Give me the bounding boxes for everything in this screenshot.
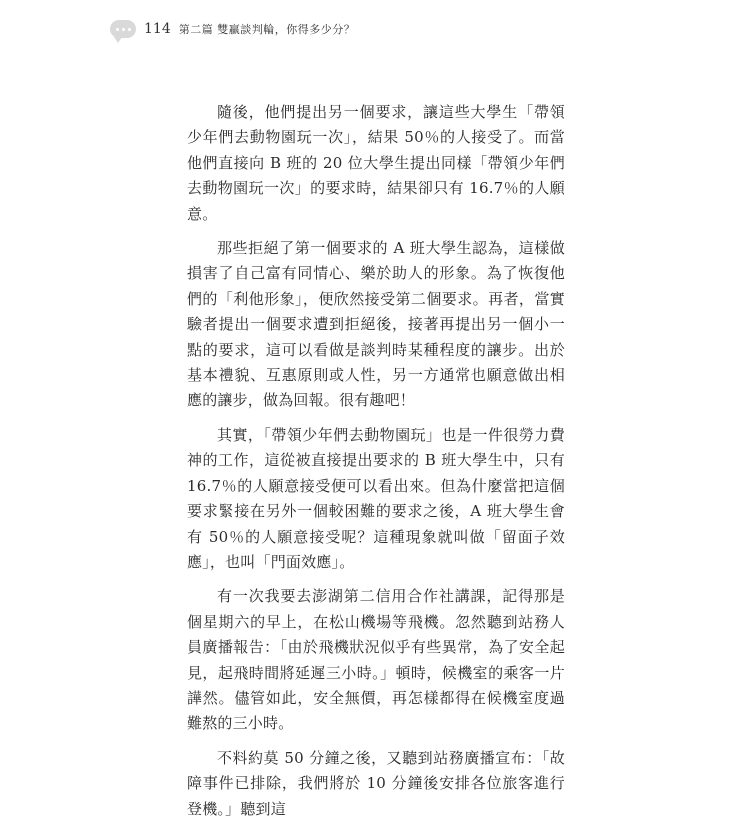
- bubble-dot: [116, 28, 119, 31]
- paragraph: 那些拒絕了第一個要求的 A 班大學生認為，這樣做損害了自己富有同情心、樂於助人的形象。為了恢復他們的「利他形象」，便欣然接受第二個要求。再者，當實驗者提出一個要求遭到拒絕後，接著再提出另一個小一點的要求，這可以看做是談判時某種程度的讓步。出於基本禮貌、互惠原則或人性，另一方通常也願意做出相應的讓步，做為回報。很有趣吧！: [187, 239, 565, 410]
- speech-bubble-icon: [110, 20, 136, 38]
- page-number: 114: [144, 21, 171, 37]
- running-header: [110, 18, 355, 40]
- chapter-title: 第二篇 雙贏談判輪，你得多少分？: [178, 23, 356, 36]
- paragraph: 其實，「帶領少年們去動物園玩」也是一件很勞力費神的工作，這從被直接提出要求的 B 班大學生中，只有 16.7％的人願意接受便可以看出來。但為什麼當把這個要求緊接在另外一個較困難的要求之後，A 班大學生會有 50％的人願意接受呢？這種現象就叫做「留面子效應」，也叫「門面效應」。: [187, 425, 565, 571]
- body-text: [187, 100, 565, 831]
- paragraph: 有一次我要去澎湖第二信用合作社講課，記得那是個星期六的早上，在松山機場等飛機。忽然聽到站務人員廣播報告：「由於飛機狀況似乎有些異常，為了安全起見，起飛時間將延遲三小時。」頓時，候機室的乘客一片譁然。儘管如此，安全無價，再怎樣都得在候機室度過難熬的三小時。: [187, 587, 565, 733]
- paragraph: 不料約莫 50 分鐘之後，又聽到站務廣播宣布：「故障事件已排除，我們將於 10 分鐘後安排各位旅客進行登機。」聽到這: [187, 748, 565, 818]
- bubble-dot: [122, 28, 125, 31]
- bubble-dot: [128, 28, 131, 31]
- paragraph: 隨後，他們提出另一個要求，讓這些大學生「帶領少年們去動物園玩一次」，結果 50％的人接受了。而當他們直接向 B 班的 20 位大學生提出同樣「帶領少年們去動物園玩一次」的要求時，結果卻只有 16.7％的人願意。: [187, 103, 565, 223]
